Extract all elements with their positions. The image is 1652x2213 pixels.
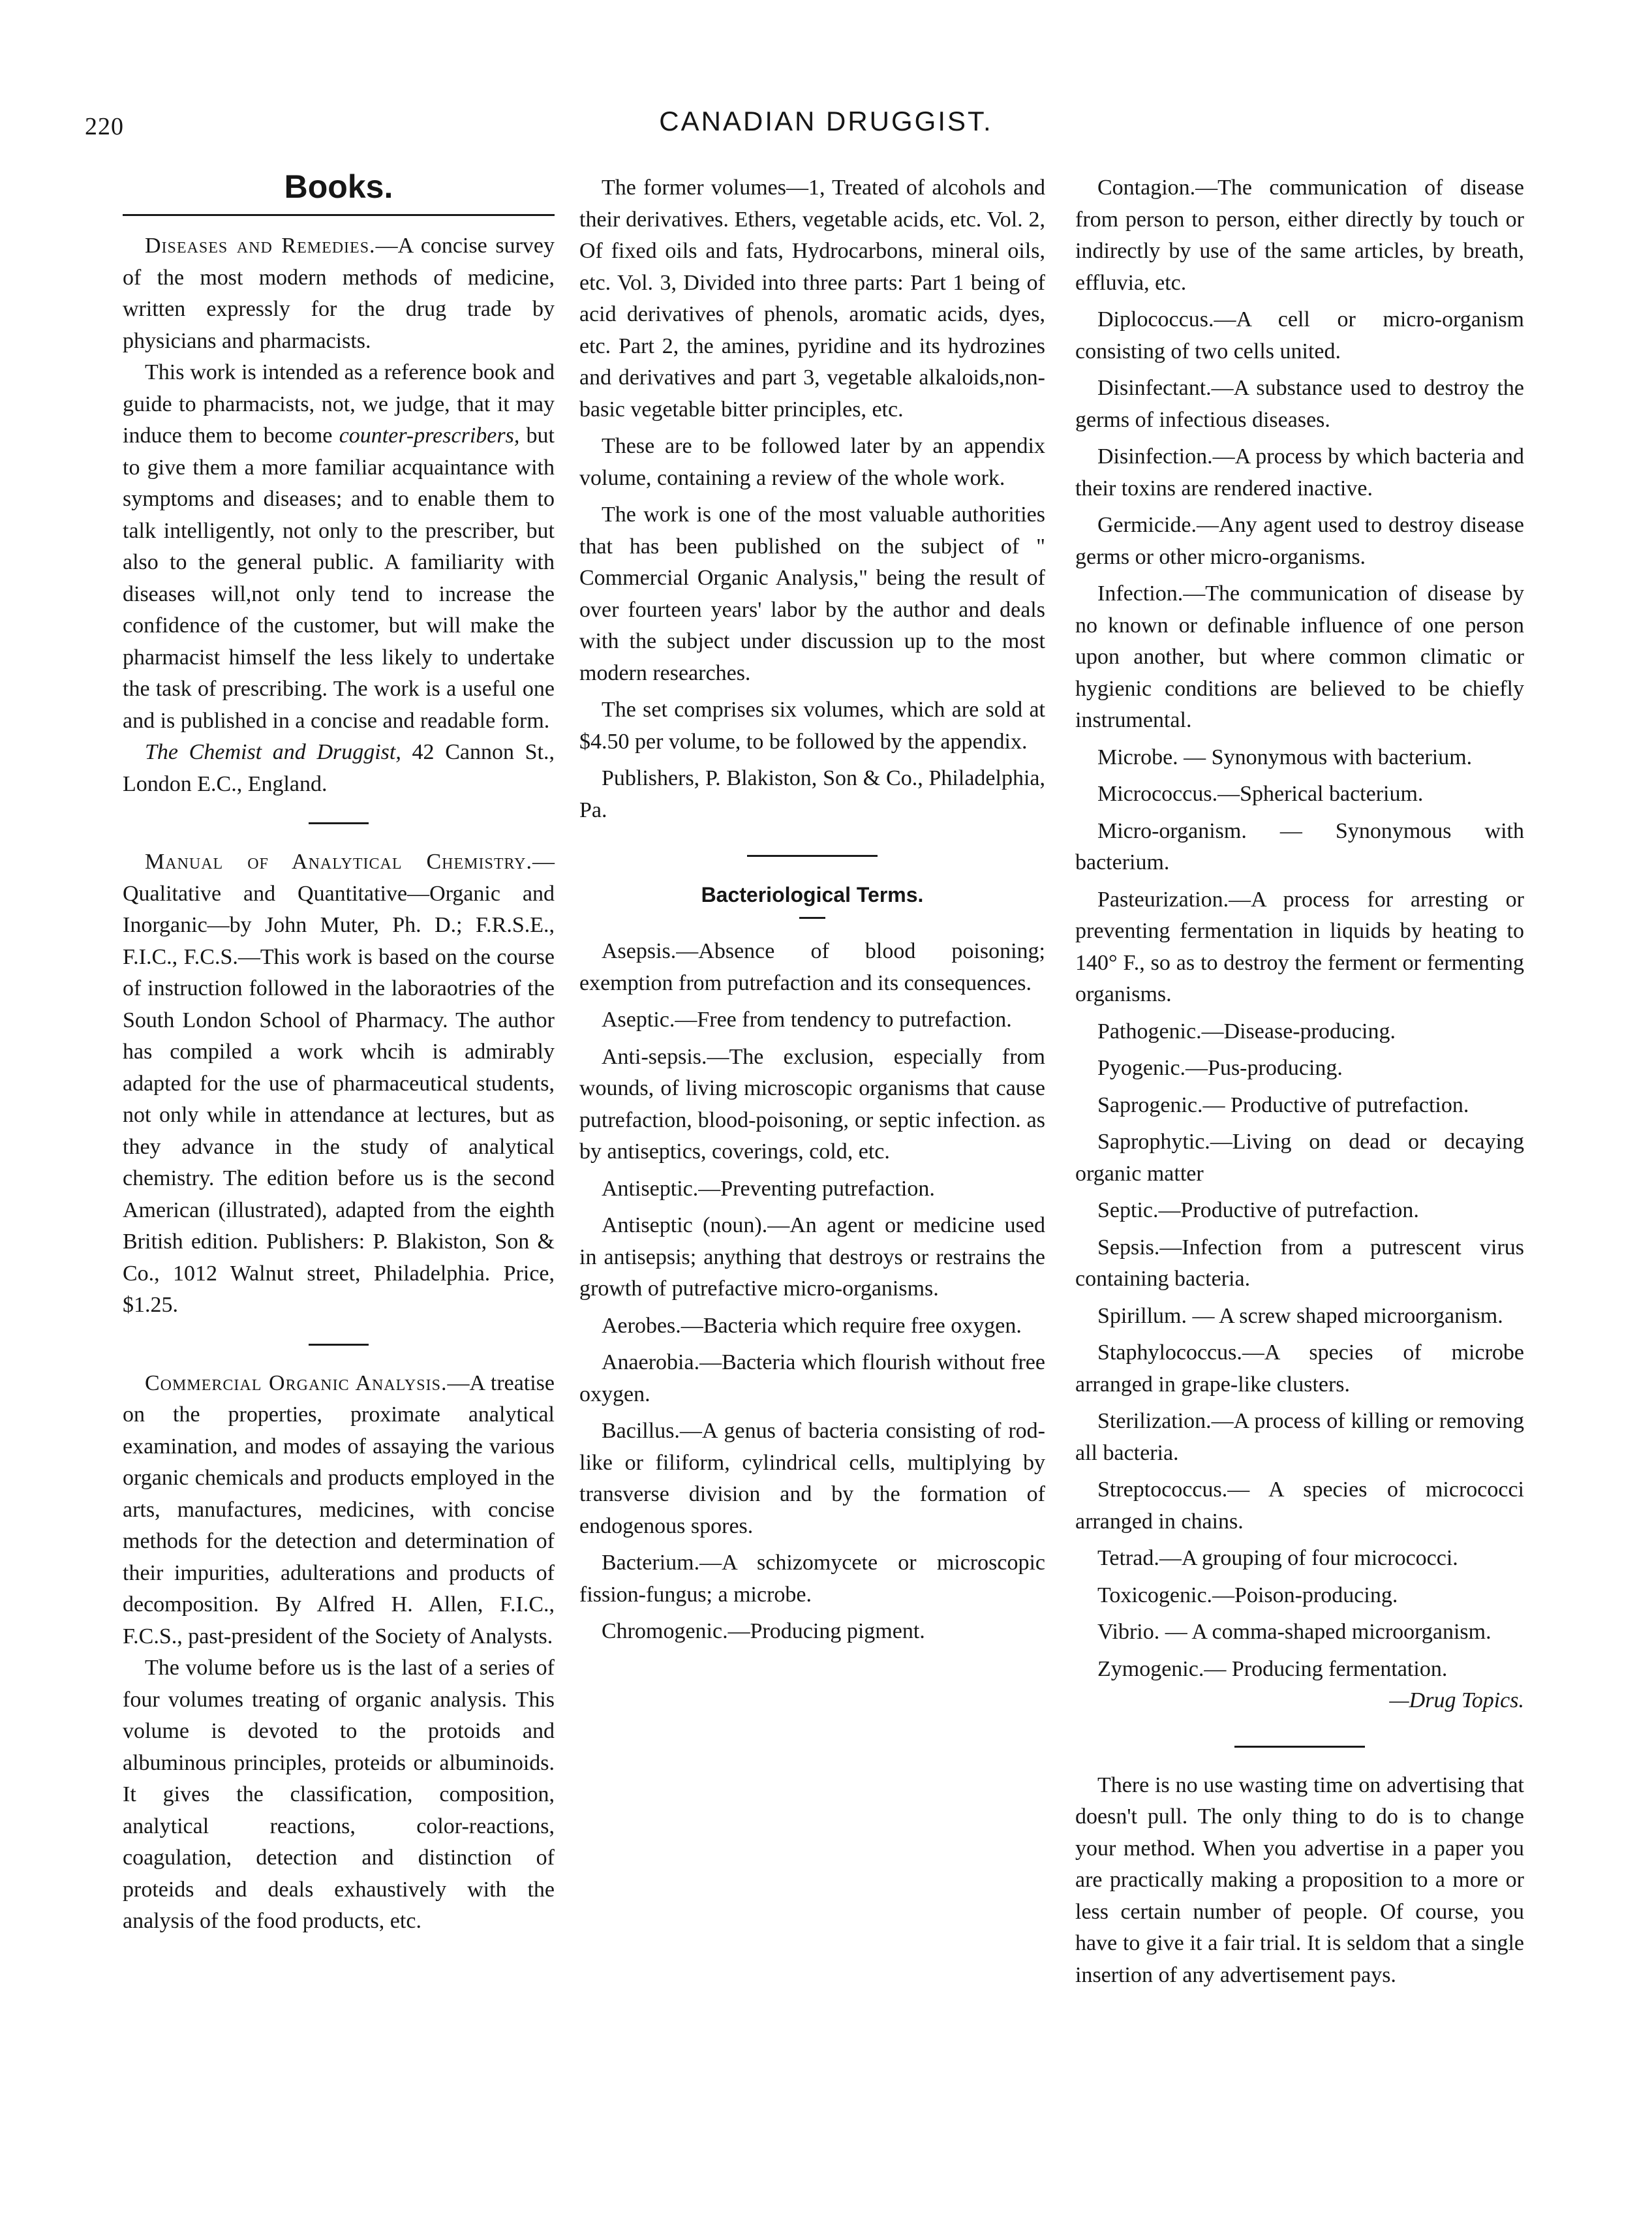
review-paragraph: The volume before us is the last of a series of four volumes treating of organic analysis. This volume is devoted to the protoids and albuminous principles, proteids or albuminoids. It gives the classification, composition, analytical reactions, color-reactions, coagulation, detection and distinction of proteids and deals exhaustively with the analysis of the food products, etc.: [123, 1656, 555, 1933]
term-entry: Pasteurization.—A process for arresting or preventing fermentation in liquids by heating to 140° F., so as to destroy the ferment or fermenting organisms.: [1075, 887, 1524, 1006]
review-publisher: [123, 737, 555, 800]
page-number: 220: [85, 113, 124, 140]
heading-rule: [123, 214, 555, 216]
term-entry: Zymogenic.— Producing fermentation.: [1097, 1656, 1448, 1681]
term-entry: Antiseptic (noun).—An agent or medicine used in antisepsis; anything that destroys or restrains the growth of putrefactive micro-organisms.: [579, 1213, 1045, 1301]
term-entry: Micrococcus.—Spherical bacterium.: [1097, 782, 1424, 806]
advert-paragraph: There is no use wasting time on advertising that doesn't pull. The only thing to do is to change your method. When you advertise in a paper you are practically making a proposition to a more or less certain number of people. Of course, you have to give it a fair trial. It is seldom that a single insertion of any advertisement pays.: [1075, 1772, 1524, 1987]
review-paragraph: These are to be followed later by an appendix volume, containing a review of the whole work.: [579, 434, 1045, 490]
term-entry: Pyogenic.—Pus-producing.: [1097, 1056, 1343, 1080]
term-entry: Micro-organism. — Synonymous with bacterium.: [1075, 818, 1524, 874]
term-entry: Germicide.—Any agent used to destroy disease germs or other micro-organisms.: [1075, 513, 1524, 569]
terms-heading: Bacteriological Terms.: [701, 883, 924, 906]
italic-term: counter-prescribers,: [339, 424, 520, 448]
column-2: [579, 167, 1045, 1648]
review-title: Manual of Analytical Chemistry.: [145, 850, 532, 874]
term-entry: Contagion.—The communication of disease from person to person, either directly by touch or indirectly by use of the same articles, by breath, effluvia, etc.: [1075, 176, 1524, 295]
publisher-address: 42 Cannon St., London E.C., England.: [123, 740, 555, 796]
term-entry: Septic.—Productive of putrefaction.: [1097, 1198, 1419, 1222]
term-entry: Chromogenic.—Producing pigment.: [602, 1619, 925, 1643]
review-title: Diseases and Remedies.: [145, 234, 376, 258]
term-entry: Aerobes.—Bacteria which require free oxygen.: [602, 1313, 1022, 1338]
terms-list-col3: [1075, 172, 1524, 1685]
term-entry: Staphylococcus.—A species of microbe arranged in grape-like clusters.: [1075, 1340, 1524, 1397]
term-entry: Diplococcus.—A cell or micro-organism consisting of two cells united.: [1075, 307, 1524, 364]
term-entry: Infection.—The communication of disease by no known or definable influence of one person upon another, but where common climatic or hygienic conditions are believed to be chiefly instrumental.: [1075, 581, 1524, 732]
term-entry: Streptococcus.— A species of micrococci arranged in chains.: [1075, 1478, 1524, 1534]
text-run: but to give them a more familiar acquaintance with symptoms and diseases; and to enable them to talk intelligently, not only to the prescriber, but also to the general public. A familiarity with diseases will,not only tend to increase the confidence of the customer, but will make the pharmacist himself the less likely to undertake the task of prescribing. The work is a useful one and is published in a concise and readable form.: [123, 424, 555, 733]
terms-source: —Drug Topics.: [1389, 1688, 1524, 1712]
term-entry: Sepsis.—Infection from a putrescent virus containing bacteria.: [1075, 1235, 1524, 1291]
term-entry: Disinfectant.—A substance used to destroy the germs of infectious diseases.: [1075, 376, 1524, 432]
column-1: [123, 167, 555, 1938]
review-title: Commercial Organic Analysis.: [145, 1370, 448, 1395]
divider-rule: [309, 1344, 369, 1346]
review-organic-analysis: [123, 1368, 555, 1653]
term-entry: Saprogenic.— Productive of putrefaction.: [1097, 1092, 1469, 1117]
term-entry: Microbe. — Synonymous with bacterium.: [1097, 745, 1473, 769]
review-paragraph: The former volumes—1, Treated of alcohols and their derivatives. Ethers, vegetable acids, etc. Vol. 2, Of fixed oils and fats, Hydrocarbons, mineral oils, etc. Vol. 3, Divided into three parts: Part 1 being of acid derivatives of phenols, aromatic acids, dyes, etc. Part 2, the amines, pyridine and its hydrozines and derivatives and part 3, vegetable alkaloids,non-basic vegetable bitter principles, etc.: [579, 176, 1045, 422]
term-entry: Bacterium.—A schizomycete or microscopic fission-fungus; a microbe.: [579, 1551, 1045, 1607]
term-entry: Sterilization.—A process of killing or removing all bacteria.: [1075, 1409, 1524, 1465]
term-entry: Anaerobia.—Bacteria which flourish without free oxygen.: [579, 1350, 1045, 1406]
review-text: —Qualitative and Quantitative—Organic and Inorganic—by John Muter, Ph. D.; F.R.S.E., F.I.C., F.C.S.—This work is based on the course of instruction followed in the laboraotries of the South London School of Pharmacy. The author has compiled a work whcih is admirably adapted for the use of pharmaceutical students, not only while in attendance at lectures, but as they advance in the study of analytical chemistry. The edition before us is the second American (illustrated), adapted from the eighth British edition. Publishers: P. Blakiston, Son & Co., 1012 Walnut street, Philadelphia. Price, $1.25.: [123, 850, 555, 1317]
text-run: This work is intended as a reference book and guide to pharmacists, not, we judge, that it may induce them to become: [123, 360, 555, 448]
review-publisher: Publishers, P. Blakiston, Son & Co., Philadelphia, Pa.: [579, 766, 1045, 822]
divider-rule: [309, 822, 369, 824]
review-paragraph: The work is one of the most valuable authorities that has been published on the subject of " Commercial Organic Analysis," being the result of over fourteen years' labor by the author and deals with the subject under discussion up to the most modern researches.: [579, 503, 1045, 685]
term-entry: Bacillus.—A genus of bacteria consisting of rod-like or filiform, cylindrical cells, multiplying by transverse division and by the formation of endogenous spores.: [579, 1419, 1045, 1538]
term-entry: Toxicogenic.—Poison-producing.: [1097, 1583, 1398, 1607]
term-entry: Antiseptic.—Preventing putrefaction.: [602, 1176, 935, 1201]
term-entry: Anti-sepsis.—The exclusion, especially from wounds, of living microscopic organisms that cause putrefaction, blood-poisoning, or septic infection. as by antiseptics, coverings, cold, etc.: [579, 1044, 1045, 1164]
review-analytical-chemistry: [123, 846, 555, 1322]
review-paragraph: [123, 357, 555, 737]
publisher-name: The Chemist and Druggist,: [145, 740, 401, 764]
term-entry: Saprophytic.—Living on dead or decaying organic matter: [1075, 1130, 1524, 1186]
divider-rule: [747, 855, 878, 857]
term-entry: Aseptic.—Free from tendency to putrefaction.: [602, 1008, 1012, 1032]
term-entry: Vibrio. — A comma-shaped microorganism.: [1097, 1620, 1491, 1644]
review-paragraph: The set comprises six volumes, which are sold at $4.50 per volume, to be followed by the appendix.: [579, 698, 1045, 754]
review-text: —A treatise on the properties, proximate analytical examination, and modes of assaying the various organic chemicals and products employed in the arts, manufactures, medicines, with concise methods for the detection and determination of their impurities, adulterations and products of decomposition. By Alfred H. Allen, F.I.C., F.C.S., past-president of the Society of Analysts.: [123, 1370, 555, 1648]
divider-rule: [1234, 1746, 1365, 1748]
divider-rule: [799, 917, 825, 919]
column-3: [1075, 167, 1524, 1991]
term-entry: Disinfection.—A process by which bacteria and their toxins are rendered inactive.: [1075, 444, 1524, 501]
page-header: CANADIAN DRUGGIST.: [659, 106, 993, 136]
term-entry: Pathogenic.—Disease-producing.: [1097, 1019, 1396, 1044]
review-diseases-remedies: [123, 230, 555, 357]
review-text: —A concise survey of the most modern methods of medicine, written expressly for the drug trade by physicians and pharmacists.: [123, 234, 555, 353]
terms-list-col2: [579, 936, 1045, 1648]
term-entry: Asepsis.—Absence of blood poisoning; exemption from putrefaction and its consequences.: [579, 939, 1045, 995]
books-heading: Books.: [284, 168, 393, 205]
term-entry: Spirillum. — A screw shaped microorganism.: [1097, 1303, 1503, 1328]
term-entry: Tetrad.—A grouping of four micrococci.: [1097, 1546, 1458, 1570]
